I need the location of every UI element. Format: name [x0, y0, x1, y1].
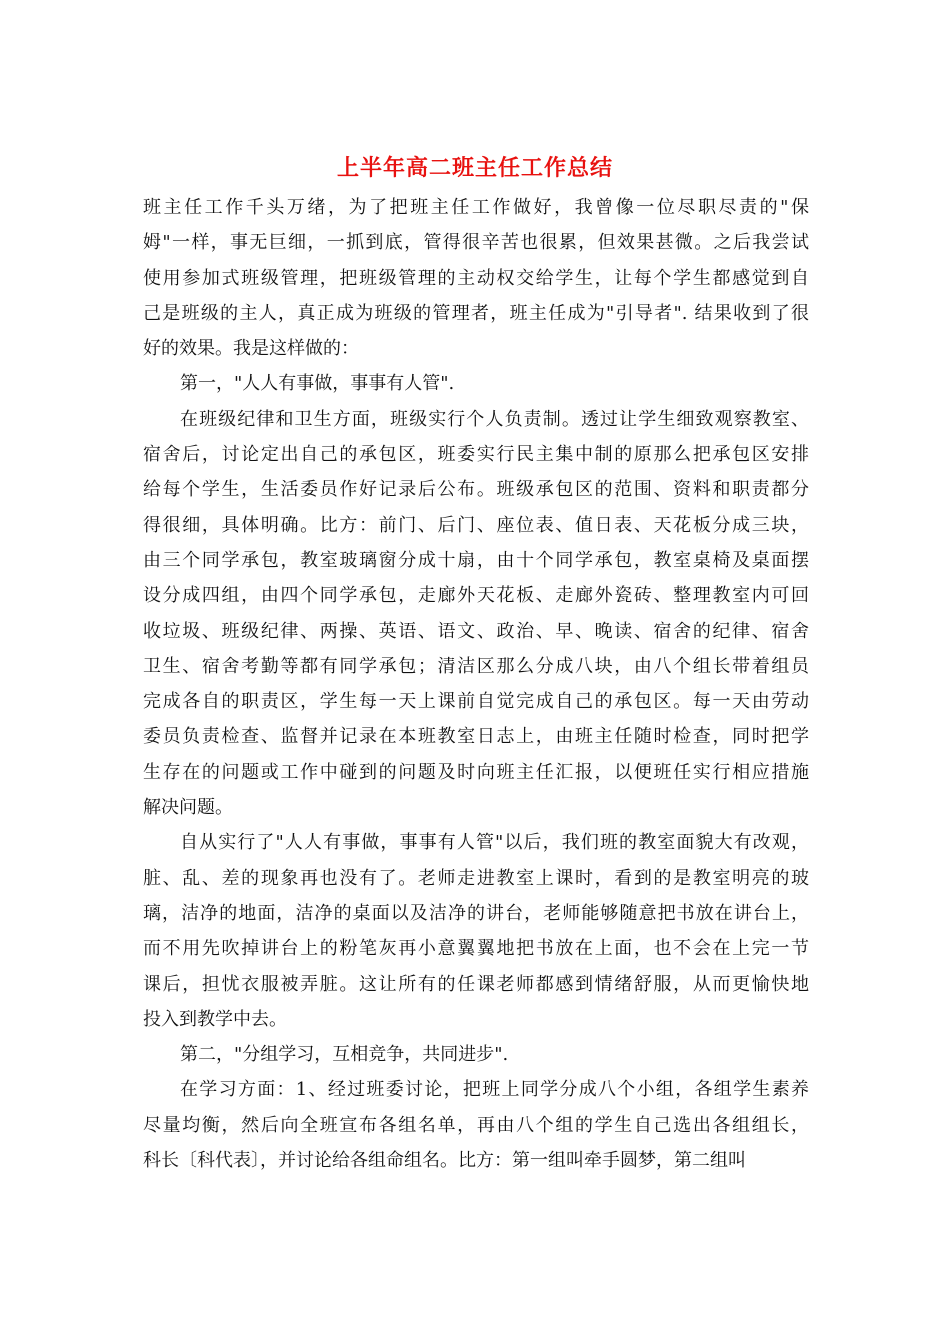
paragraph-line: 姆"一样，事无巨细，一抓到底，管得很辛苦也很累，但效果甚微。之后我尝试	[143, 232, 809, 254]
paragraph-line: 给每个学生，生活委员作好记录后公布。班级承包区的范围、资料和职责都分	[143, 479, 809, 501]
document-body	[143, 190, 809, 1178]
paragraph-line: 好的效果。我是这样做的：	[143, 338, 359, 360]
paragraph-line: 第二，"分组学习，互相竞争，共同进步".	[180, 1044, 509, 1066]
paragraph-line: 收垃圾、班级纪律、两操、英语、语文、政治、早、晚读、宿舍的纪律、宿舍	[143, 620, 809, 642]
paragraph-line: 宿舍后，讨论定出自己的承包区，班委实行民主集中制的原那么把承包区安排	[143, 444, 809, 466]
paragraph-line: 委员负责检查、监督并记录在本班教室日志上，由班主任随时检查，同时把学	[143, 726, 809, 748]
paragraph-line: 璃，洁净的地面，洁净的桌面以及洁净的讲台，老师能够随意把书放在讲台上，	[143, 902, 809, 924]
paragraph-line: 第一，"人人有事做，事事有人管".	[180, 373, 455, 395]
paragraph-line: 生存在的问题或工作中碰到的问题及时向班主任汇报，以便班任实行相应措施	[143, 761, 809, 783]
paragraph-line: 尽量均衡，然后向全班宣布各组名单，再由八个组的学生自己选出各组组长，	[143, 1114, 809, 1136]
paragraph-line: 设分成四组，由四个同学承包，走廊外天花板、走廊外瓷砖、整理教室内可回	[143, 585, 809, 607]
paragraph	[143, 1037, 809, 1072]
document-title: 上半年高二班主任工作总结	[336, 155, 613, 181]
paragraph-line: 投入到教学中去。	[143, 1008, 287, 1030]
paragraph-line: 科长〔科代表〕，并讨论给各组命组名。比方：第一组叫牵手圆梦，第二组叫	[143, 1150, 746, 1172]
paragraph-line: 脏、乱、差的现象再也没有了。老师走进教室上课时，看到的是教室明亮的玻	[143, 867, 809, 889]
paragraph-line: 班主任工作千头万绪，为了把班主任工作做好，我曾像一位尽职尽责的"保	[143, 197, 809, 218]
paragraph-line: 解决问题。	[143, 797, 233, 819]
paragraph	[143, 402, 809, 826]
paragraph-line: 得很细，具体明确。比方：前门、后门、座位表、值日表、天花板分成三块，	[143, 514, 809, 536]
paragraph	[143, 825, 809, 1037]
paragraph-line: 而不用先吹掉讲台上的粉笔灰再小意翼翼地把书放在上面，也不会在上完一节	[143, 938, 809, 960]
paragraph-line: 使用参加式班级管理，把班级管理的主动权交给学生，让每个学生都感觉到自	[143, 267, 809, 289]
paragraph-line: 在学习方面：1、经过班委讨论，把班上同学分成八个小组，各组学生素养	[180, 1079, 809, 1101]
paragraph-line: 课后，担忧衣服被弄脏。这让所有的任课老师都感到情绪舒服，从而更愉快地	[143, 973, 809, 995]
paragraph-line: 完成各自的职责区，学生每一天上课前自觉完成自己的承包区。每一天由劳动	[143, 691, 809, 713]
paragraph	[143, 366, 809, 401]
paragraph-line: 卫生、宿舍考勤等都有同学承包；清洁区那么分成八块，由八个组长带着组员	[143, 655, 809, 677]
paragraph-line: 己是班级的主人，真正成为班级的管理者，班主任成为"引导者". 结果收到了很	[143, 302, 809, 324]
paragraph-line: 由三个同学承包，教室玻璃窗分成十扇，由十个同学承包，教室桌椅及桌面摆	[143, 549, 809, 571]
paragraph-line: 自从实行了"人人有事做，事事有人管"以后，我们班的教室面貌大有改观，	[180, 832, 809, 854]
paragraph	[143, 1072, 809, 1178]
paragraph	[143, 190, 809, 366]
paragraph-line: 在班级纪律和卫生方面，班级实行个人负责制。透过让学生细致观察教室、	[180, 408, 809, 430]
